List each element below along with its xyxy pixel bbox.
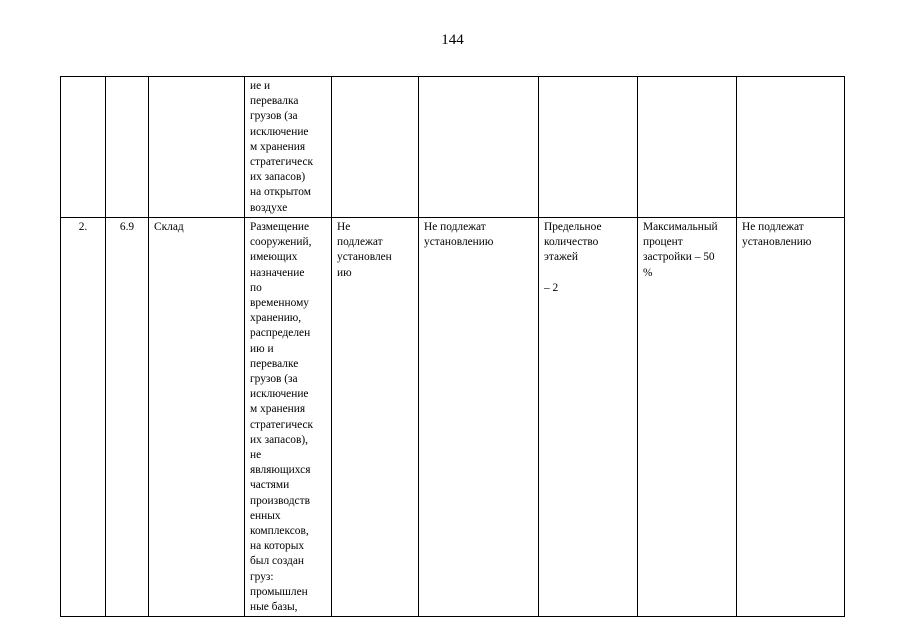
parameter-cell: Не подлежат установлению	[737, 218, 845, 617]
parameter-cell	[638, 77, 737, 218]
use-name-cell	[149, 77, 245, 218]
row-number-cell	[61, 77, 106, 218]
use-code-cell: 6.9	[106, 218, 149, 617]
parameter-cell: Не подлежат установлен ию	[332, 218, 419, 617]
parameter-cell: Максимальный процент застройки – 50 %	[638, 218, 737, 617]
use-description-cell: ие и перевалка грузов (за исключение м хранения стратегическ их запасов) на открытом воздухе	[245, 77, 332, 218]
parameter-cell	[419, 77, 539, 218]
parameter-cell	[332, 77, 419, 218]
use-code-cell	[106, 77, 149, 218]
use-name-cell: Склад	[149, 218, 245, 617]
page-number: 144	[441, 32, 464, 48]
parameter-cell	[539, 77, 638, 218]
table-row	[61, 77, 845, 218]
parameter-cell: Не подлежат установлению	[419, 218, 539, 617]
row-number-cell: 2.	[61, 218, 106, 617]
parameter-cell: Предельное количество этажей – 2	[539, 218, 638, 617]
use-description-cell: Размещение сооружений, имеющих назначение по временному хранению, распределен ию и перевалке грузов (за исключение м хранения стратегическ их запасов), не являющихся частями производств енных комплексов, на которых был создан груз: промышлен ные базы,	[245, 218, 332, 617]
zoning-regulations-table	[60, 76, 845, 617]
parameter-cell	[737, 77, 845, 218]
table-row	[61, 218, 845, 617]
